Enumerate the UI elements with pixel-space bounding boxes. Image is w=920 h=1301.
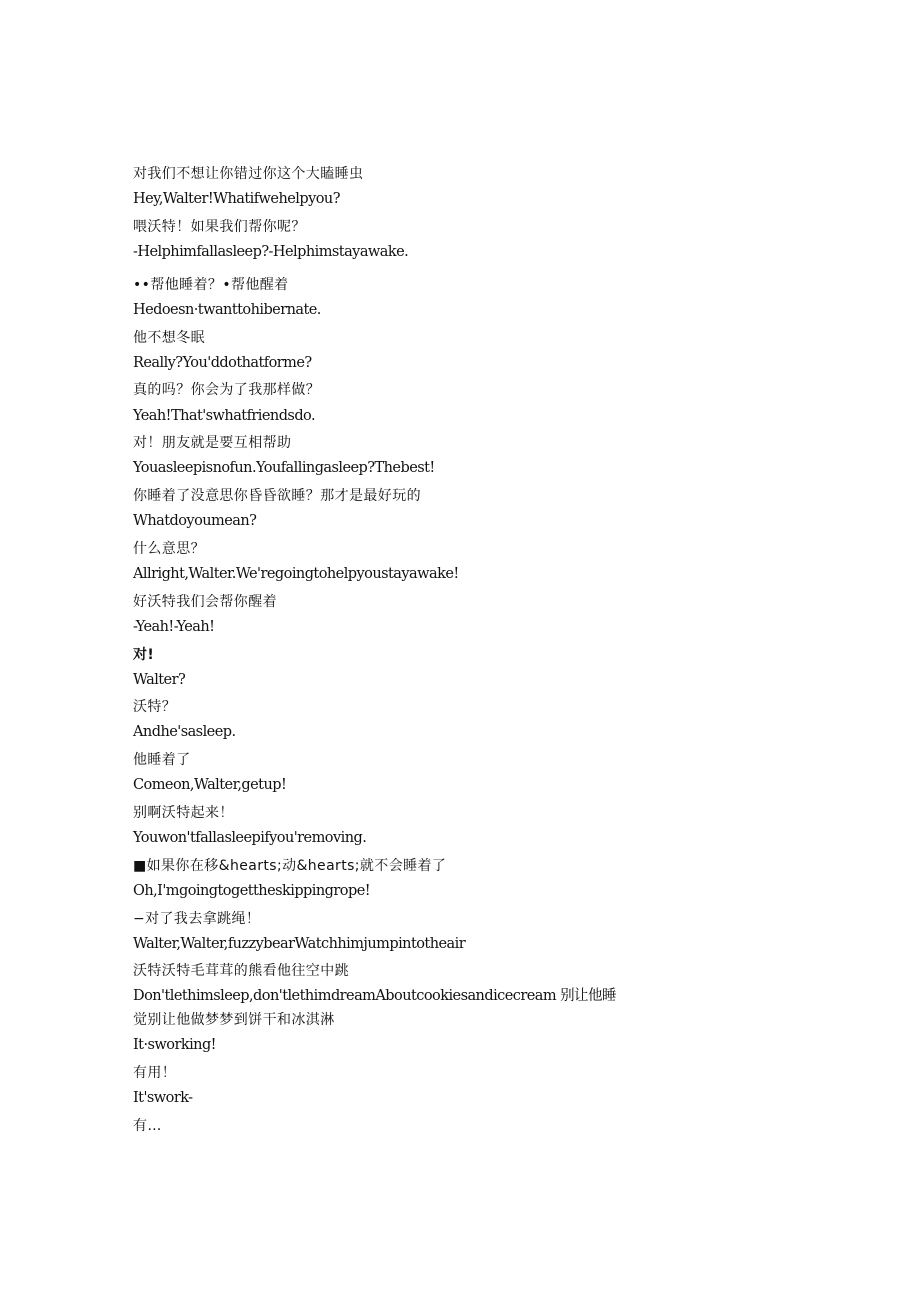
text-line: It·sworking! [133, 1037, 216, 1053]
text-line: 你睡着了没意思你昏昏欲睡？那才是最好玩的 [133, 488, 421, 504]
text-line: -Yeah!-Yeah! [133, 619, 215, 635]
text-line: 对我们不想让你错过你这个大瞌睡虫 [133, 166, 364, 182]
text-line: 真的吗？你会为了我那样做？ [133, 382, 321, 398]
text-line: 沃特沃特毛茸茸的熊看他往空中跳 [133, 963, 349, 979]
text-line: It'swork- [133, 1090, 193, 1106]
text-line: Walter,Walter,fuzzybearWatchhimjumpintotheair [133, 936, 466, 952]
text-line: Youwon'tfallasleepifyou'removing. [133, 830, 367, 846]
text-line: Don'tlethimsleep,don'tlethimdreamAboutcookiesandicecream 别让他睡 [133, 988, 616, 1004]
text-line: 什么意思？ [133, 541, 205, 557]
text-line: Oh,I'mgoingtogettheskippingrope! [133, 883, 370, 899]
text-line: Comeon,Walter,getup! [133, 777, 287, 793]
text-line: ••帮他睡着？•帮他醒着 [133, 277, 289, 293]
text-line: ■如果你在移&hearts;动&hearts;就不会睡着了 [133, 858, 447, 874]
text-line: −对了我去拿跳绳！ [133, 911, 261, 927]
text-line: 对! [133, 647, 155, 663]
text-line: Yeah!That'swhatfriendsdo. [133, 408, 316, 424]
text-line: 对！朋友就是要互相帮助 [133, 435, 292, 451]
text-line: 他睡着了 [133, 752, 191, 768]
text-line: 有用！ [133, 1065, 177, 1081]
text-line: Really?You'ddothatforme? [133, 355, 312, 371]
text-line: Hey,Walter!Whatifwehelpyou? [133, 191, 340, 207]
text-line: 别啊沃特起来！ [133, 805, 234, 821]
text-line: Allright,Walter.We'regoingtohelpyoustayawake! [133, 566, 459, 582]
text-line: 有… [133, 1118, 162, 1134]
text-line: 觉别让他做梦梦到饼干和冰淇淋 [133, 1012, 335, 1028]
text-line: Hedoesn·twanttohibernate. [133, 302, 321, 318]
text-line: Andhe'sasleep. [133, 724, 236, 740]
text-line: 沃特？ [133, 699, 177, 715]
text-line: 他不想冬眠 [133, 330, 205, 346]
text-line: -Helphimfallasleep?-Helphimstayawake. [133, 244, 409, 260]
text-line: Walter? [133, 672, 186, 688]
text-line: 喂沃特！如果我们帮你呢？ [133, 219, 306, 235]
text-line: Youasleepisnofun.Youfallingasleep?Thebest! [133, 460, 435, 476]
text-line: 好沃特我们会帮你醒着 [133, 594, 277, 610]
text-line: Whatdoyoumean? [133, 513, 257, 529]
